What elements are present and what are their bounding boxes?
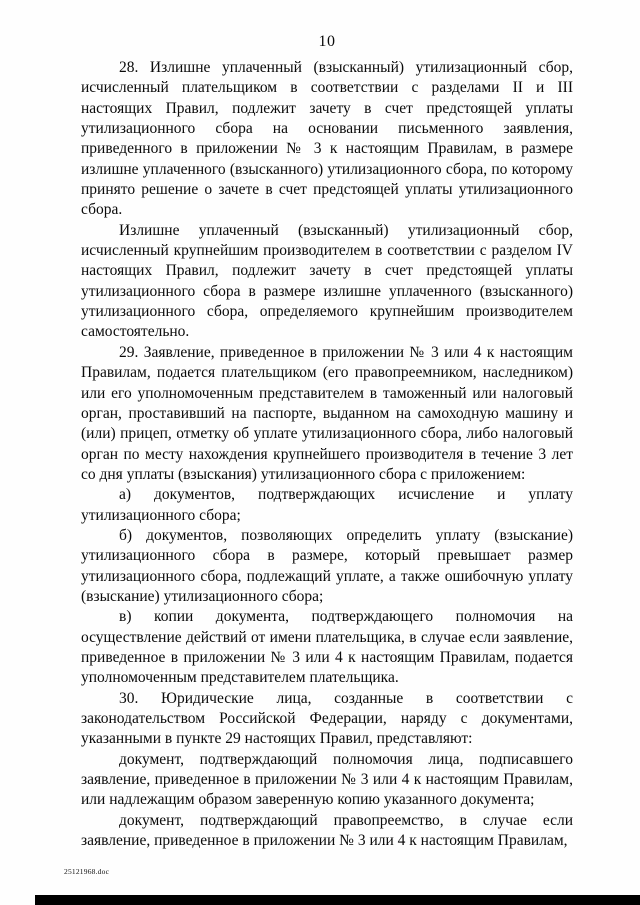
scan-edge-artifact-bar bbox=[35, 895, 640, 905]
paragraph-29: 29. Заявление, приведенное в приложении № 3 или 4 к настоящим Правилам, подается плательщиком (его правопреемником, наследником) или его уполномоченным представителем в таможенный или налоговый орган, проставивший на паспорте, выданном на самоходную машину и (или) прицеп, отметку об уплате утилизационного сбора, либо налоговый орган по месту нахождения крупнейшего производителя в течение 3 лет со дня уплаты (взыскания) утилизационного сбора с приложением: bbox=[81, 343, 573, 483]
paragraph-30: 30. Юридические лица, созданные в соответствии с законодательством Российской Федерации, наряду с документами, указанными в пункте 29 настоящих Правил, представляют: bbox=[81, 689, 573, 748]
paragraph-29-item-a: а) документов, подтверждающих исчисление и уплату утилизационного сбора; bbox=[81, 486, 573, 524]
paragraph-30-sub-2: документ, подтверждающий правопреемство, в случае если заявление, приведенное в приложении № 3 или 4 к настоящим Правилам, bbox=[81, 811, 573, 850]
page-number: 10 bbox=[318, 33, 336, 50]
document-body bbox=[81, 58, 573, 851]
paragraph-28-2: Излишне уплаченный (взысканный) утилизационный сбор, исчисленный крупнейшим производителем в соответствии с разделом IV настоящих Правил, подлежит зачету в счет предстоящей уплаты утилизационного сбора в размере излишне уплаченного (взысканного) утилизационного сбора, определяемого крупнейшим производителем самостоятельно. bbox=[81, 221, 573, 341]
paragraph-29-item-v: в) копии документа, подтверждающего полномочия на осуществление действий от имени плательщика, в случае если заявление, приведенное в приложении № 3 или 4 к настоящим Правилам, подается уполномоченным представителем плательщика. bbox=[81, 608, 573, 687]
footer-filename: 25121968.doc bbox=[64, 867, 110, 876]
paragraph-30-sub-1: документ, подтверждающий полномочия лица, подписавшего заявление, приведенное в приложении № 3 или 4 к настоящим Правилам, или надлежащим образом заверенную копию указанного документа; bbox=[81, 750, 573, 809]
paragraph-29-item-b: б) документов, позволяющих определить уплату (взыскание) утилизационного сбора в размере, который превышает размер утилизационного сбора, подлежащий уплате, а также ошибочную уплату (взыскание) утилизационного сбора; bbox=[81, 526, 573, 605]
paragraph-28-1: 28. Излишне уплаченный (взысканный) утилизационный сбор, исчисленный плательщиком в соответствии с разделами II и III настоящих Правил, подлежит зачету в счет предстоящей уплаты утилизационного сбора на основании письменного заявления, приведенного в приложении № 3 к настоящим Правилам, в размере излишне уплаченного (взысканного) утилизационного сбора, по которому принято решение о зачете в счет предстоящей уплаты утилизационного сбора. bbox=[81, 59, 573, 219]
